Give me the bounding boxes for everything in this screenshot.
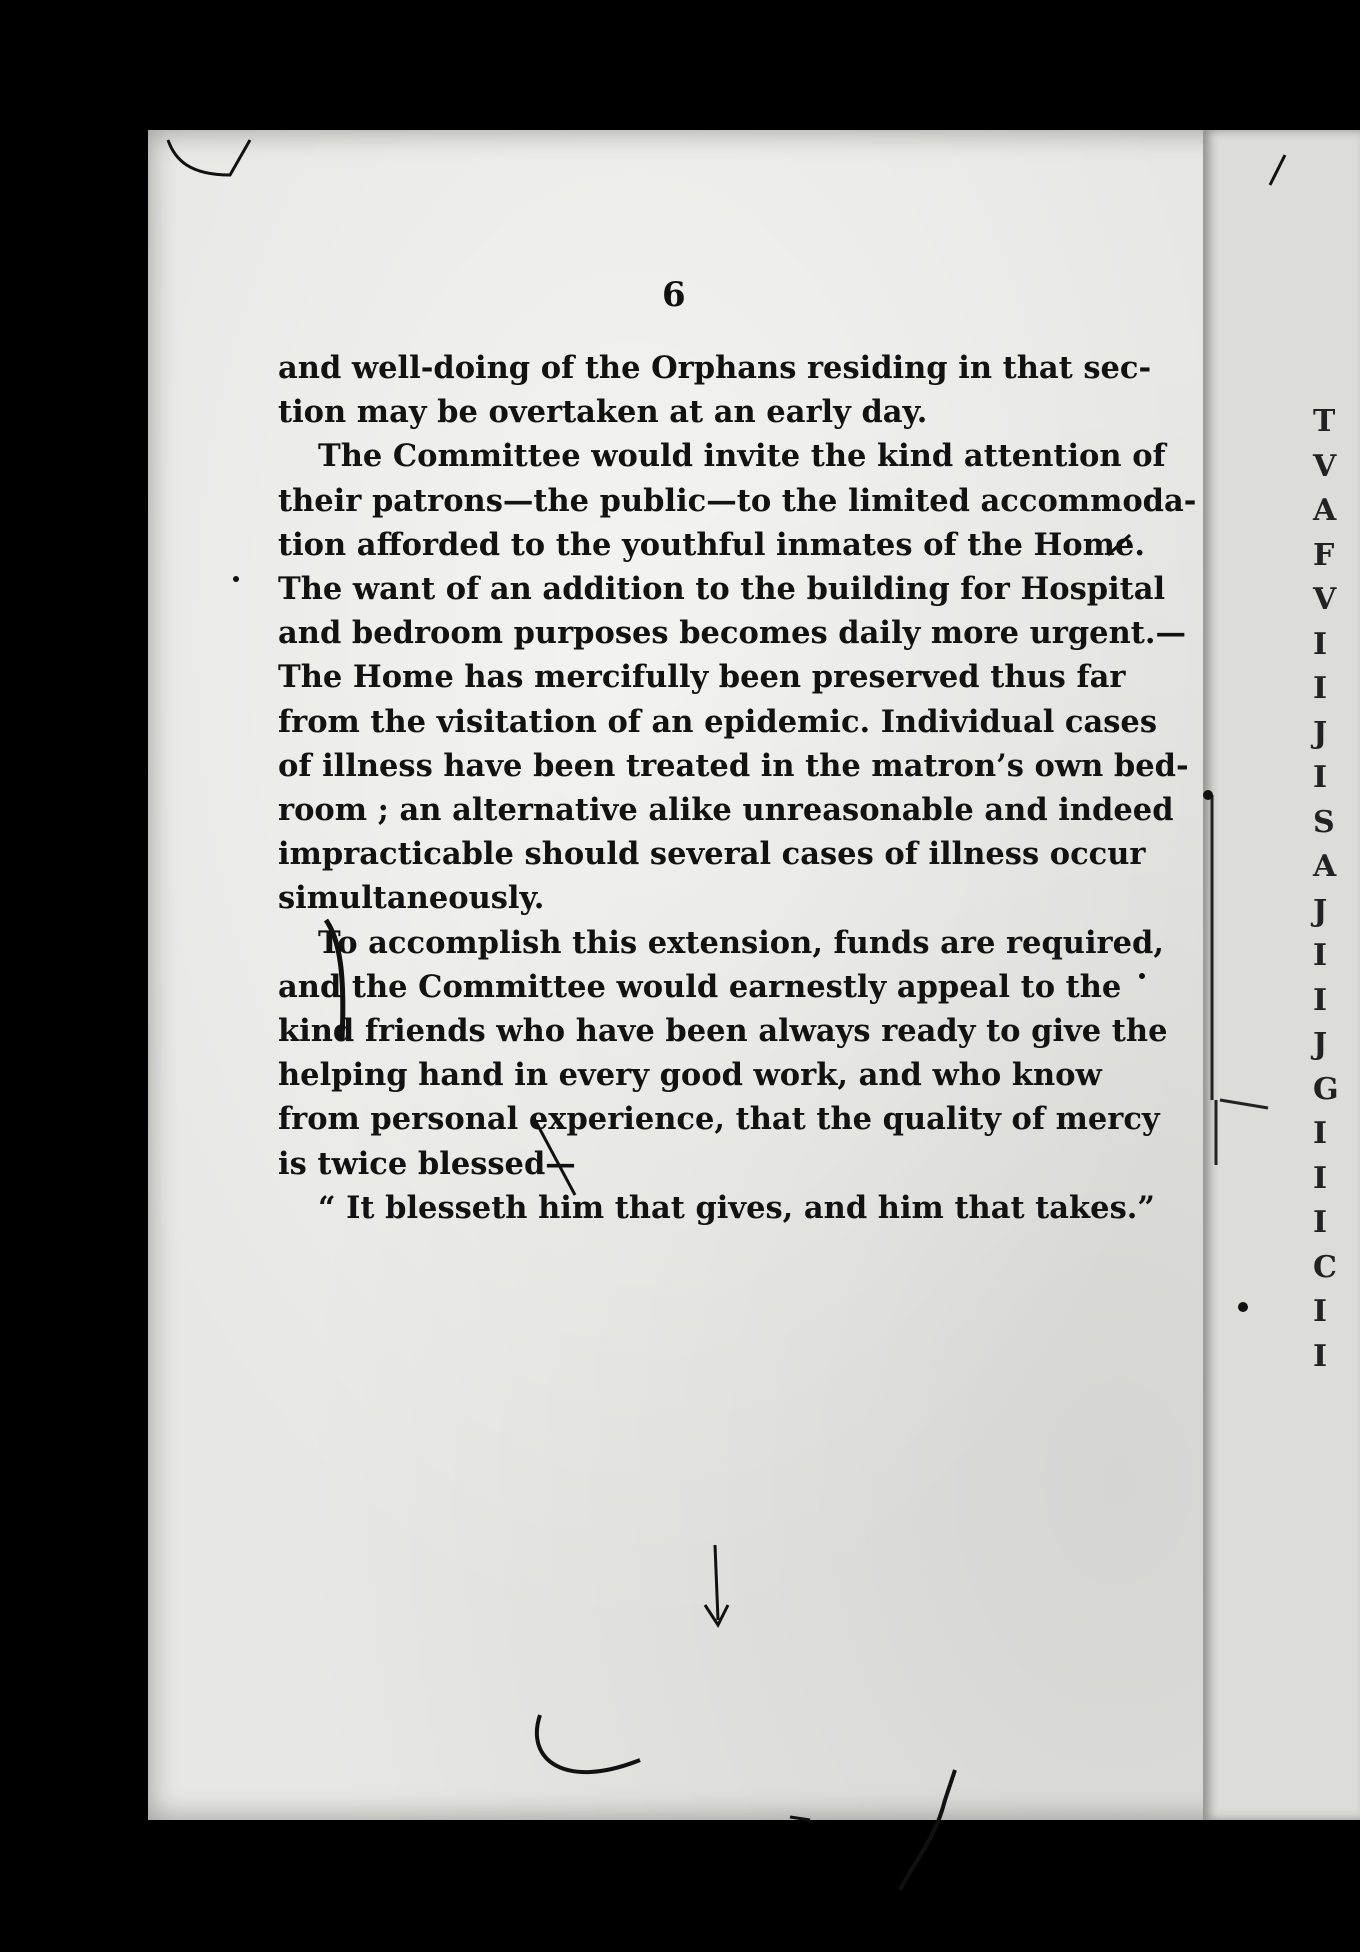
text-line: of illness have been treated in the matron’s own bed- xyxy=(278,747,1189,784)
margin-letter: I xyxy=(1313,1338,1328,1374)
margin-letter: C xyxy=(1313,1249,1337,1285)
margin-letter: I xyxy=(1313,671,1328,706)
text-line: from personal experience, that the quality of mercy xyxy=(278,1101,1160,1138)
margin-letter: J xyxy=(1313,715,1328,751)
margin-letter: F xyxy=(1313,537,1335,573)
quotation-line: “ It blesseth him that gives, and him that takes.” xyxy=(318,1189,1155,1226)
margin-letter: A xyxy=(1313,849,1337,884)
text-line: from the visitation of an epidemic. Individual cases xyxy=(278,703,1158,740)
text-line: and bedroom purposes becomes daily more urgent.— xyxy=(278,615,1186,652)
text-line: kind friends who have been always ready to give the xyxy=(278,1013,1168,1050)
text-line: The want of an addition to the building for Hospital xyxy=(278,571,1166,608)
text-line: tion afforded to the youthful inmates of the Home. xyxy=(278,526,1145,563)
margin-letter: V xyxy=(1313,448,1337,484)
margin-letter: A xyxy=(1313,493,1337,528)
margin-letter: I xyxy=(1313,1205,1328,1240)
margin-letter: T xyxy=(1313,404,1336,439)
text-line: tion may be overtaken at an early day. xyxy=(278,394,928,431)
adjacent-page-margin xyxy=(1313,400,1353,1379)
text-line: To accomplish this extension, funds are required, xyxy=(318,924,1164,961)
text-line: The Home has mercifully been preserved thus far xyxy=(278,659,1126,696)
margin-letter: I xyxy=(1313,760,1328,795)
body-text xyxy=(278,346,1197,1230)
margin-letter: I xyxy=(1313,1294,1328,1329)
margin-letter: I xyxy=(1313,938,1328,973)
margin-letter: J xyxy=(1313,1027,1328,1062)
text-line: The Committee would invite the kind attention of xyxy=(318,438,1166,475)
text-line: their patrons—the public—to the limited accommoda- xyxy=(278,482,1197,519)
page-number: 6 xyxy=(662,275,686,315)
margin-letter: I xyxy=(1313,626,1328,662)
margin-letter: I xyxy=(1313,1160,1328,1196)
text-line: is twice blessed— xyxy=(278,1145,576,1182)
text-line: room ; an alternative alike unreasonable and indeed xyxy=(278,792,1174,829)
text-line: simultaneously. xyxy=(278,880,545,917)
text-line: helping hand in every good work, and who know xyxy=(278,1057,1102,1094)
margin-letter: V xyxy=(1313,582,1337,617)
margin-letter: J xyxy=(1313,893,1328,929)
text-line: and the Committee would earnestly appeal to the xyxy=(278,968,1122,1005)
margin-letter: I xyxy=(1313,982,1328,1018)
margin-letter: S xyxy=(1313,804,1335,840)
text-line: impracticable should several cases of illness occur xyxy=(278,836,1146,873)
margin-letter: I xyxy=(1313,1116,1328,1151)
text-line: and well-doing of the Orphans residing in that sec- xyxy=(278,350,1152,386)
margin-letter: G xyxy=(1313,1071,1339,1107)
